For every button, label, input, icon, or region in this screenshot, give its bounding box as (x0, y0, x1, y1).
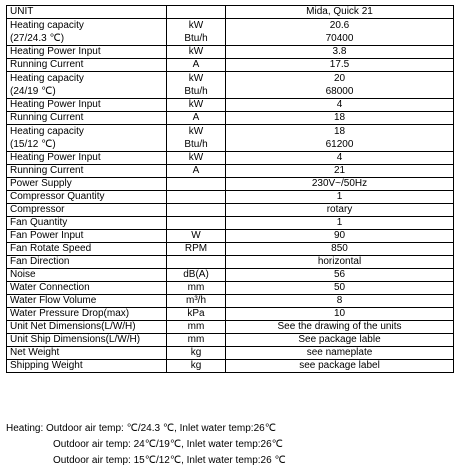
param-label: Fan Direction (7, 256, 167, 269)
param-label: Compressor (7, 204, 167, 217)
param-label: Running Current (7, 112, 167, 125)
table-row (7, 191, 454, 204)
table-row (7, 360, 454, 373)
param-value: 1 (226, 191, 454, 204)
header-value: Mida, Quick 21 (226, 6, 454, 19)
param-label: Heating Power Input (7, 46, 167, 59)
table-row (7, 72, 454, 99)
param-value: 10 (226, 308, 454, 321)
param-label: Heating Power Input (7, 99, 167, 112)
cell-line: (15/12 ℃) (10, 139, 56, 150)
table-row (7, 347, 454, 360)
param-label: Fan Quantity (7, 217, 167, 230)
cell-line: 70400 (325, 33, 354, 44)
param-unit (167, 217, 226, 230)
param-label (7, 72, 167, 99)
cell-line: kW (188, 73, 204, 84)
table-row (7, 295, 454, 308)
param-value: 17.5 (226, 59, 454, 72)
param-label: Fan Power Input (7, 230, 167, 243)
param-value: horizontal (226, 256, 454, 269)
table-row (7, 217, 454, 230)
param-label: Shipping Weight (7, 360, 167, 373)
table-row (7, 269, 454, 282)
spec-table (6, 5, 454, 373)
cell-line: Heating capacity (10, 20, 84, 31)
cell-line: 20.6 (329, 20, 350, 31)
table-row (7, 321, 454, 334)
param-label: Water Flow Volume (7, 295, 167, 308)
cell-line: 61200 (325, 139, 354, 150)
param-value: 56 (226, 269, 454, 282)
cell-line: Btu/h (184, 139, 208, 150)
param-unit: kW (167, 99, 226, 112)
table-row (7, 165, 454, 178)
param-unit: A (167, 165, 226, 178)
param-label: Unit Net Dimensions(L/W/H) (7, 321, 167, 334)
param-value: 18 (226, 112, 454, 125)
param-unit: m³/h (167, 295, 226, 308)
cell-line: Btu/h (184, 33, 208, 44)
param-label: Power Supply (7, 178, 167, 191)
param-unit (167, 191, 226, 204)
param-label: Unit Ship Dimensions(L/W/H) (7, 334, 167, 347)
table-row (7, 19, 454, 46)
param-value: 4 (226, 99, 454, 112)
param-value: 3.8 (226, 46, 454, 59)
cell-line: Btu/h (184, 86, 208, 97)
param-unit (167, 72, 226, 99)
param-label: Fan Rotate Speed (7, 243, 167, 256)
param-value: rotary (226, 204, 454, 217)
table-row (7, 230, 454, 243)
param-label: Compressor Quantity (7, 191, 167, 204)
param-value: 90 (226, 230, 454, 243)
param-unit: mm (167, 334, 226, 347)
table-header-row (7, 6, 454, 19)
param-label: Heating Power Input (7, 152, 167, 165)
param-unit: kW (167, 46, 226, 59)
cell-line: 68000 (325, 86, 354, 97)
table-row (7, 99, 454, 112)
param-value: see nameplate (226, 347, 454, 360)
param-unit: kg (167, 347, 226, 360)
param-value: 21 (226, 165, 454, 178)
param-label: Water Connection (7, 282, 167, 295)
param-label: Net Weight (7, 347, 167, 360)
table-row (7, 334, 454, 347)
cell-line: (27/24.3 ℃) (10, 33, 65, 44)
param-unit (167, 204, 226, 217)
param-value: 1 (226, 217, 454, 230)
param-unit: kg (167, 360, 226, 373)
table-row (7, 243, 454, 256)
cell-line: Heating capacity (10, 126, 84, 137)
param-unit: dB(A) (167, 269, 226, 282)
note-line: Outdoor air temp: 24℃/19℃, Inlet water temp:26℃ (53, 439, 283, 450)
note-line: Outdoor air temp: 15℃/12℃, Inlet water temp:26 ℃ (53, 455, 286, 466)
note-line: Heating: Outdoor air temp: ℃/24.3 ℃, Inlet water temp:26℃ (6, 423, 276, 434)
param-value: See package lable (226, 334, 454, 347)
param-unit: mm (167, 282, 226, 295)
param-label: Running Current (7, 165, 167, 178)
param-value: see package label (226, 360, 454, 373)
cell-line: 18 (333, 126, 346, 137)
param-label: Water Pressure Drop(max) (7, 308, 167, 321)
param-value: 230V~/50Hz (226, 178, 454, 191)
header-unit (167, 6, 226, 19)
param-value: 50 (226, 282, 454, 295)
param-value (226, 125, 454, 152)
param-unit: kPa (167, 308, 226, 321)
param-value: See the drawing of the units (226, 321, 454, 334)
table-row (7, 204, 454, 217)
test-conditions-notes (6, 421, 286, 469)
table-row (7, 46, 454, 59)
param-label (7, 125, 167, 152)
param-unit: A (167, 59, 226, 72)
cell-line: Heating capacity (10, 73, 84, 84)
param-unit (167, 178, 226, 191)
cell-line: kW (188, 20, 204, 31)
header-label: UNIT (7, 6, 167, 19)
param-value (226, 19, 454, 46)
param-unit (167, 125, 226, 152)
param-unit: W (167, 230, 226, 243)
cell-line: 20 (333, 73, 346, 84)
param-unit: A (167, 112, 226, 125)
param-unit (167, 256, 226, 269)
param-value: 8 (226, 295, 454, 308)
cell-line: kW (188, 126, 204, 137)
table-row (7, 308, 454, 321)
cell-line: (24/19 ℃) (10, 86, 56, 97)
param-unit (167, 19, 226, 46)
table-row (7, 59, 454, 72)
param-value: 4 (226, 152, 454, 165)
param-value: 850 (226, 243, 454, 256)
table-row (7, 152, 454, 165)
param-label: Running Current (7, 59, 167, 72)
param-label: Noise (7, 269, 167, 282)
table-row (7, 112, 454, 125)
table-row (7, 178, 454, 191)
param-value (226, 72, 454, 99)
table-row (7, 125, 454, 152)
table-row (7, 256, 454, 269)
param-unit: kW (167, 152, 226, 165)
param-unit: RPM (167, 243, 226, 256)
table-row (7, 282, 454, 295)
param-label (7, 19, 167, 46)
param-unit: mm (167, 321, 226, 334)
